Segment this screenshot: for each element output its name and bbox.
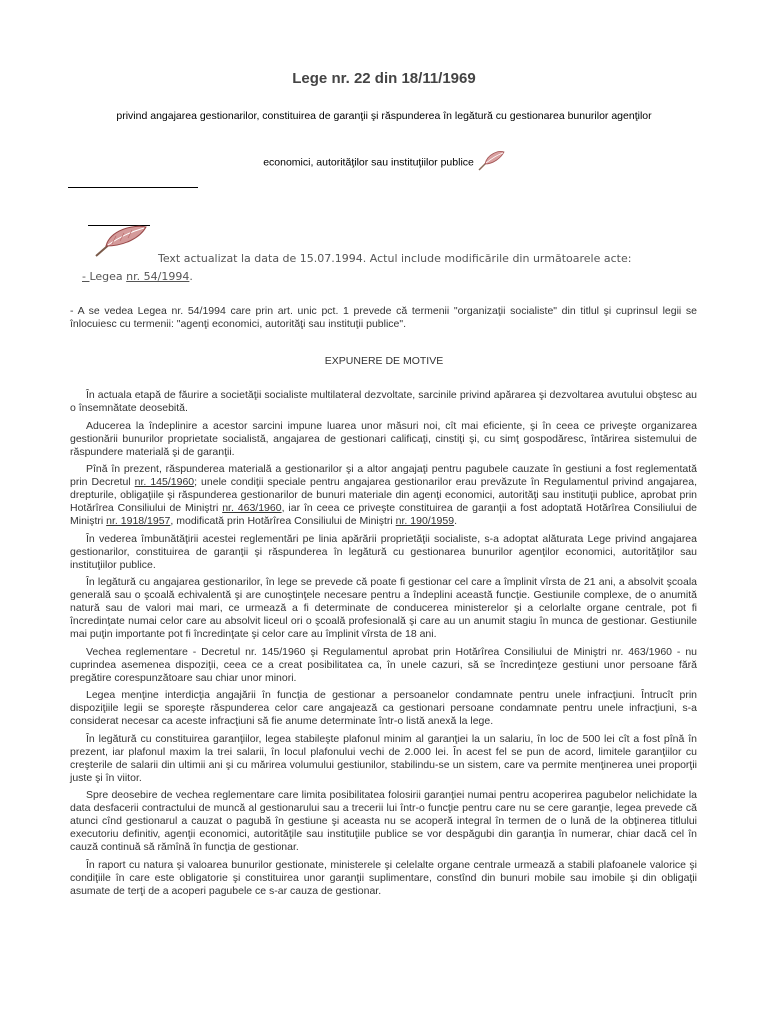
quill-icon[interactable] [477, 150, 505, 175]
paragraph-text: ; unele condiţii speciale pentru angajarea gestionarilor erau prevăzute în Regulamentul privind angajarea, drepturile, obligaţiile şi răspunderea gestionarilor de bunuri materiale din agenţi economici, autorităţi sau instituţii publice, aprobat prin Hotărîrea Consiliului de Miniştri [70, 476, 697, 514]
decision-link[interactable]: nr. 1918/1957 [106, 515, 171, 527]
paragraph: Spre deosebire de vechea reglementare care limita posibilitatea folosirii garanţiei numai pentru acoperirea pagubelor nelichidate la data desfacerii contractului de muncă al gestionarului sau a trecerii lui într-o funcţie pentru care nu se cere garanţie, legea prevede că atunci cînd gestionarul a cauzat o pagubă în gestiune şi aceasta nu se acoperă integral în termen de o lună de la obţinerea titlului executoriu definitiv, agenţii economici, autorităţile sau instituţiile publice se vor despăgubi din garanţia în numerar, chiar dacă cel în cauză continuă să rămînă în funcţia de gestionar. [70, 789, 697, 853]
paragraph: În vederea îmbunătăţirii acestei reglementări pe linia apărării proprietăţii socialiste, s-a adoptat alăturata Lege privind angajarea gestionarilor, constituirea de garanţii şi răspunderea în legătură cu gestionarea bunurilor agenţilor economici, autorităţilor sau instituţiilor publice. [70, 532, 697, 571]
document-body [70, 389, 697, 902]
paragraph-text: . [454, 515, 457, 527]
law-prefix: - [82, 270, 90, 283]
paragraph: Legea menţine interdicţia angajării în funcţia de gestionar a persoanelor condamnate pentru unele infracţiuni. Întrucît prin dispoziţiile legii se sporeşte răspunderea celor care angajează ca gestionari persoane condamnate pentru unele infracţiuni, s-a considerat necesar ca aceste infracţiuni să fie anume determinate într-o listă anexă la lege. [70, 689, 697, 727]
decision-link[interactable]: nr. 463/1960 [222, 502, 282, 514]
law-suffix: . [189, 270, 193, 283]
update-notice: Text actualizat la data de 15.07.1994. Actul include modificările din următoarele acte: [158, 252, 632, 265]
paragraph-text: , iar în ceea ce priveşte constituirea de garanţii a fost adoptată Hotărîrea Consiliului de Miniştri [70, 502, 697, 527]
paragraph: Vechea reglementare - Decretul nr. 145/1960 şi Regulamentul aprobat prin Hotărîrea Consiliului de Miniştri nr. 463/1960 - nu cuprindea asemenea dispoziţii, ceea ce a creat posibilitatea ca, în unele cazuri, să se încredinţeze gestiuni unor persoane fără pregătire corespunzătoare sau chiar unor minori. [70, 645, 697, 684]
amending-law-reference [82, 270, 193, 283]
horizontal-rule [68, 187, 198, 188]
paragraph: În actuala etapă de făurire a societăţii socialiste multilateral dezvoltate, sarcinile privind apărarea şi dezvoltarea avutului obştesc au o însemnătate deosebită. [70, 389, 697, 414]
paragraph: În raport cu natura şi valoarea bunurilor gestionate, ministerele şi celelalte organe centrale urmează a stabili plafoanele valorice şi condiţiile în care este obligatorie şi constituirea unor garanţii suplimentare, constînd din bunuri mobile sau imobile şi din obligaţii asumate de terţi de a acoperi pagubele ce s-ar cauza de gestionar. [70, 858, 697, 897]
law-prefix-text: Legea [89, 270, 127, 283]
document-subtitle-line1: privind angajarea gestionarilor, constituirea de garanţii şi răspunderea în legătură cu gestionarea bunurilor agenţilor [116, 110, 652, 122]
decree-link[interactable]: nr. 145/1960 [134, 476, 195, 488]
paragraph: În legătură cu constituirea garanţiilor, legea stabileşte plafonul minim al garanţiei la un salariu, în loc de 500 lei cît a fost pînă în prezent, iar plafonul maxim la trei salarii, în locul plafonului vechi de 2.000 lei. În acest fel se pun de acord, limitele garanţiilor cu creşterile de salarii din ultimii ani şi cu mărirea volumului gestiunilor, stabilindu-se un sistem, care va permite menţinerea unei proporţii juste şi în viitor. [70, 732, 697, 784]
document-subtitle-line2-row [0, 150, 768, 175]
paragraph-text: Pînă în prezent, răspunderea materială a gestionarilor şi a altor angajaţi pentru pagubele cauzate în gestiuni a fost reglementată prin Decretul [70, 463, 697, 488]
paragraph: Aducerea la îndeplinire a acestor sarcini impune luarea unor măsuri noi, cît mai eficiente, şi în ceea ce priveşte organizarea gestionării bunurilor proprietate socialistă, angajarea de gestionari calificaţi, cinstiţi şi, cu simţ gospodăresc, întărirea sistemului de răspundere materială şi de garanţii. [70, 419, 697, 458]
document-title: Lege nr. 22 din 18/11/1969 [292, 70, 476, 87]
section-heading: EXPUNERE DE MOTIVE [324, 355, 444, 367]
decision-link[interactable]: nr. 190/1959 [395, 515, 455, 527]
quill-icon[interactable] [92, 224, 148, 263]
law-link[interactable]: nr. 54/1994 [126, 270, 190, 283]
paragraph [70, 463, 697, 528]
paragraph: În legătură cu angajarea gestionarilor, în lege se prevede că poate fi gestionar cel care a împlinit vîrsta de 21 ani, a absolvit şcoala generală sau o şcoală echivalentă şi are cunoştinţele necesare pentru a îndeplini această funcţie. Gestiunile complexe, de o anumită natură sau de valori mai mari, ce urmează a fi determinate de conducerea ministerelor şi a celorlalte organe centrale, pot fi încredinţate numai celor care au absolvit liceul ori o şcoală profesională şi care au un anumit stagiu în munca de gestionar. Gestiunile mai puţin importante pot fi încredinţate şi celor care au împlinit vîrsta de 18 ani. [70, 576, 697, 640]
paragraph-text: , modificată prin Hotărîrea Consiliului de Miniştri [170, 515, 396, 527]
document-subtitle-line2: economici, autorităţilor sau instituţiilor publice [263, 156, 474, 169]
editorial-note: - A se vedea Legea nr. 54/1994 care prin art. unic pct. 1 prevede că termenii "organizaţii socialiste" din titlul şi cuprinsul legii se înlocuiesc cu termenii: "agenţi economici, autorităţi sau instituţii publice". [70, 305, 697, 330]
